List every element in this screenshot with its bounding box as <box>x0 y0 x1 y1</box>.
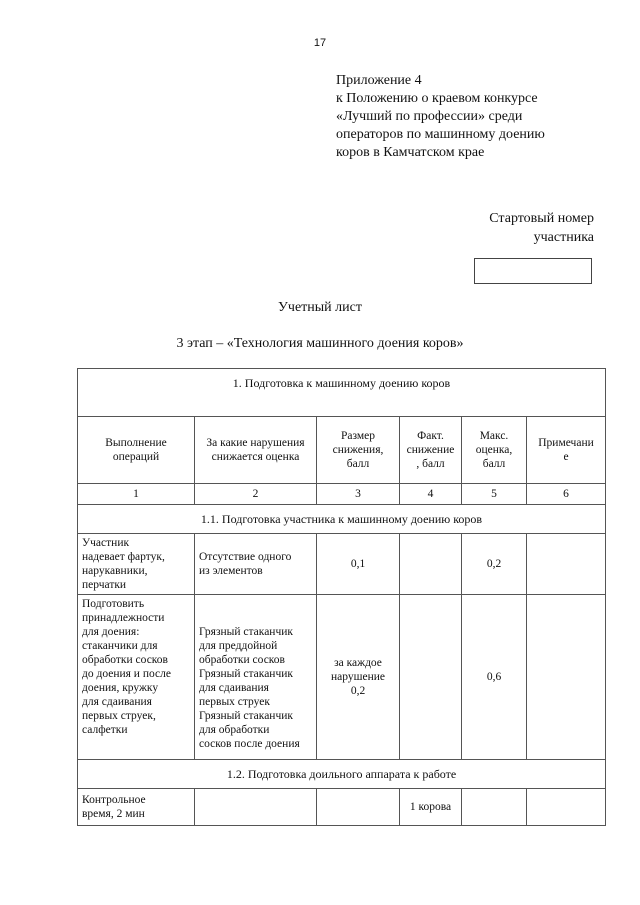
table-row <box>78 595 606 760</box>
start-number-box[interactable] <box>474 258 592 284</box>
header-violations: За какие нарушения снижается оценка <box>195 417 317 484</box>
column-number: 1 <box>78 484 195 505</box>
max-score-cell: 0,2 <box>462 534 527 595</box>
fact-reduction-cell[interactable] <box>400 595 462 760</box>
appendix-line: операторов по машинному доению <box>336 127 545 142</box>
subsection-row <box>78 505 606 534</box>
header-notes: Примечани е <box>527 417 606 484</box>
violation-cell <box>195 789 317 826</box>
reduction-cell <box>317 789 400 826</box>
operation-cell: Подготовить принадлежности для доения: стаканчики для обработки сосков до доения и после доения, кружку для сдаивания первых струек, салфетки <box>78 595 195 760</box>
operation-cell: Контрольное время, 2 мин <box>78 789 195 826</box>
appendix-line: Приложение 4 <box>336 73 422 88</box>
page-number: 17 <box>313 37 327 49</box>
note-cell[interactable] <box>527 595 606 760</box>
subsection-row <box>78 760 606 789</box>
reduction-cell: 0,1 <box>317 534 400 595</box>
appendix-line: к Положению о краевом конкурсе <box>336 91 538 106</box>
column-number: 4 <box>400 484 462 505</box>
subsection-title: 1.1. Подготовка участника к машинному доению коров <box>78 505 606 534</box>
appendix-line: коров в Камчатском крае <box>336 145 485 160</box>
column-number: 2 <box>195 484 317 505</box>
fact-reduction-cell: 1 корова <box>400 789 462 826</box>
max-score-cell: 0,6 <box>462 595 527 760</box>
header-row <box>78 417 606 484</box>
header-reduction: Размер снижения, балл <box>317 417 400 484</box>
appendix-line: «Лучший по профессии» среди <box>336 109 523 124</box>
section-row <box>78 369 606 417</box>
header-max-score: Макс. оценка, балл <box>462 417 527 484</box>
note-cell[interactable] <box>527 534 606 595</box>
appendix-note <box>336 72 580 162</box>
header-fact-reduction: Факт. снижение , балл <box>400 417 462 484</box>
table-row <box>78 534 606 595</box>
subsection-title: 1.2. Подготовка доильного аппарата к работе <box>78 760 606 789</box>
reduction-cell: за каждое нарушение 0,2 <box>317 595 400 760</box>
max-score-cell <box>462 789 527 826</box>
operation-cell: Участник надевает фартук, нарукавники, перчатки <box>78 534 195 595</box>
start-number-line: участника <box>533 230 594 245</box>
column-number: 6 <box>527 484 606 505</box>
section-title: 1. Подготовка к машинному доению коров <box>78 369 606 417</box>
column-number-row <box>78 484 606 505</box>
violation-cell: Отсутствие одного из элементов <box>195 534 317 595</box>
score-table <box>77 368 606 826</box>
violation-cell: Грязный стаканчик для преддойной обработки сосков Грязный стаканчик для сдаивания первых струек Грязный стаканчик для обработки сосков после доения <box>195 595 317 760</box>
table-row <box>78 789 606 826</box>
stage-title: 3 этап – «Технология машинного доения коров» <box>176 336 464 351</box>
column-number: 5 <box>462 484 527 505</box>
fact-reduction-cell[interactable] <box>400 534 462 595</box>
column-number: 3 <box>317 484 400 505</box>
header-operations: Выполнение операций <box>78 417 195 484</box>
sheet-title: Учетный лист <box>278 300 362 315</box>
start-number-label <box>489 209 594 247</box>
start-number-line: Стартовый номер <box>489 211 594 226</box>
note-cell[interactable] <box>527 789 606 826</box>
